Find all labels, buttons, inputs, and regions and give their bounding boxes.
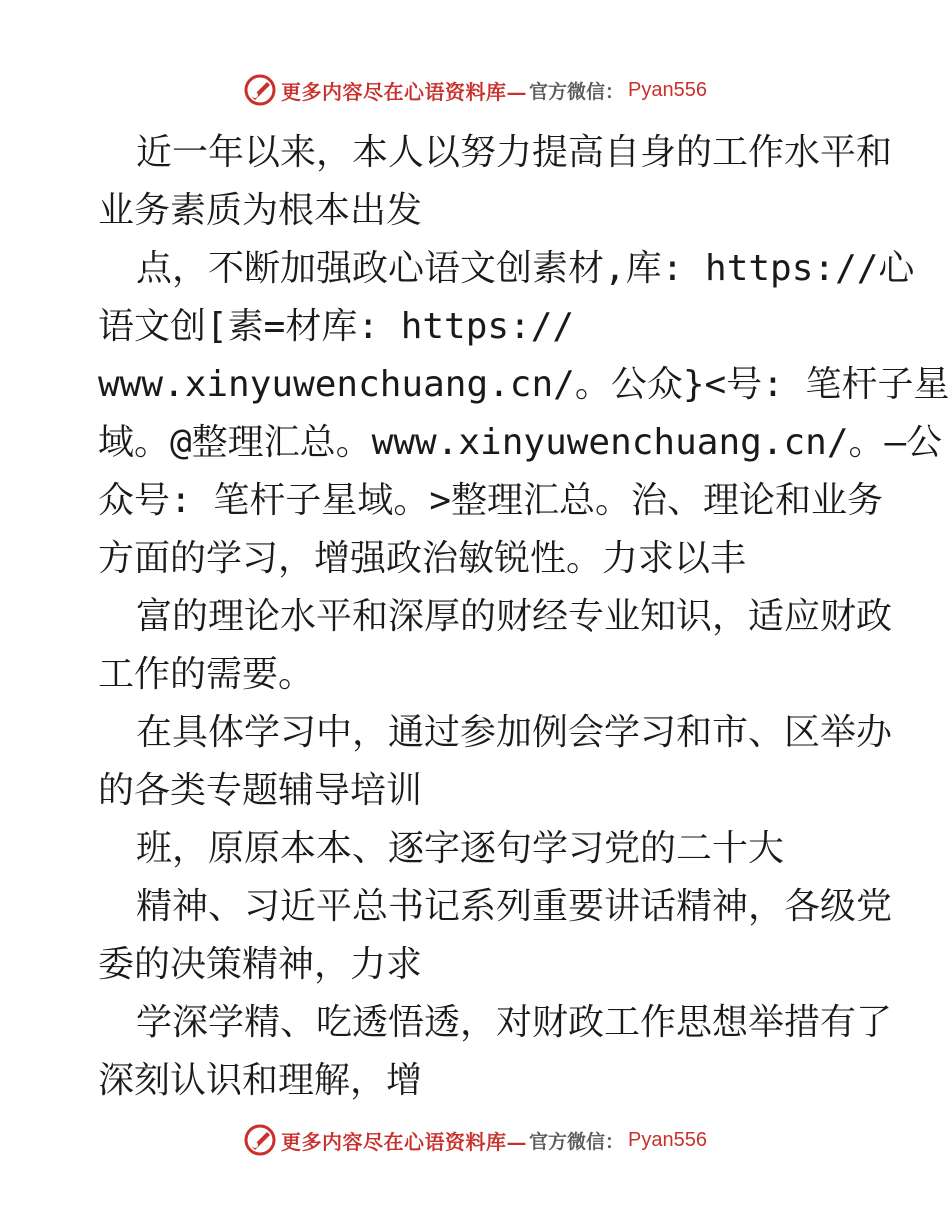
text-line: 委的决策精神，力求 bbox=[98, 944, 423, 985]
text-line: 的各类专题辅导培训 bbox=[98, 770, 423, 811]
text-line: 点，不断加强政心语文创素材,库: https://心 bbox=[136, 248, 915, 289]
footer-tagline: 更多内容尽在心语资料库— bbox=[281, 1129, 527, 1154]
footer-wechat-id: Pyan556 bbox=[628, 1128, 707, 1151]
text-line: 班，原原本本、逐字逐句学习党的二十大 bbox=[136, 828, 785, 869]
text-line: www.xinyuwenchuang.cn/。公众}<号: 笔杆子星 bbox=[98, 364, 950, 405]
body-text bbox=[98, 124, 950, 1110]
logo-icon bbox=[243, 73, 277, 107]
text-line: 学深学精、吃透悟透，对财政工作思想举措有了 bbox=[136, 1002, 893, 1043]
text-line: 深刻认识和理解，增 bbox=[98, 1060, 423, 1101]
header-tagline: 更多内容尽在心语资料库— bbox=[281, 79, 527, 104]
text-line: 域。@整理汇总。www.xinyuwenchuang.cn/。—公 bbox=[98, 422, 943, 463]
footer-wechat-label: 官方微信： bbox=[529, 1130, 625, 1153]
logo-icon bbox=[243, 1123, 277, 1157]
text-line: 业务素质为根本出发 bbox=[98, 190, 423, 231]
footer-banner bbox=[0, 1120, 950, 1160]
text-line: 近一年以来，本人以努力提高自身的工作水平和 bbox=[136, 132, 893, 173]
header-wechat-label: 官方微信： bbox=[529, 80, 625, 103]
text-line: 语文创[素=材库: https:// bbox=[98, 306, 575, 347]
text-line: 富的理论水平和深厚的财经专业知识，适应财政 bbox=[136, 596, 893, 637]
text-line: 工作的需要。 bbox=[98, 654, 315, 695]
text-line: 在具体学习中，通过参加例会学习和市、区举办 bbox=[136, 712, 893, 753]
text-line: 精神、习近平总书记系列重要讲话精神，各级党 bbox=[136, 886, 893, 927]
header-banner bbox=[0, 70, 950, 110]
text-line: 众号: 笔杆子星域。>整理汇总。治、理论和业务 bbox=[98, 480, 884, 521]
header-wechat-id: Pyan556 bbox=[628, 78, 707, 101]
text-line: 方面的学习，增强政治敏锐性。力求以丰 bbox=[98, 538, 747, 579]
